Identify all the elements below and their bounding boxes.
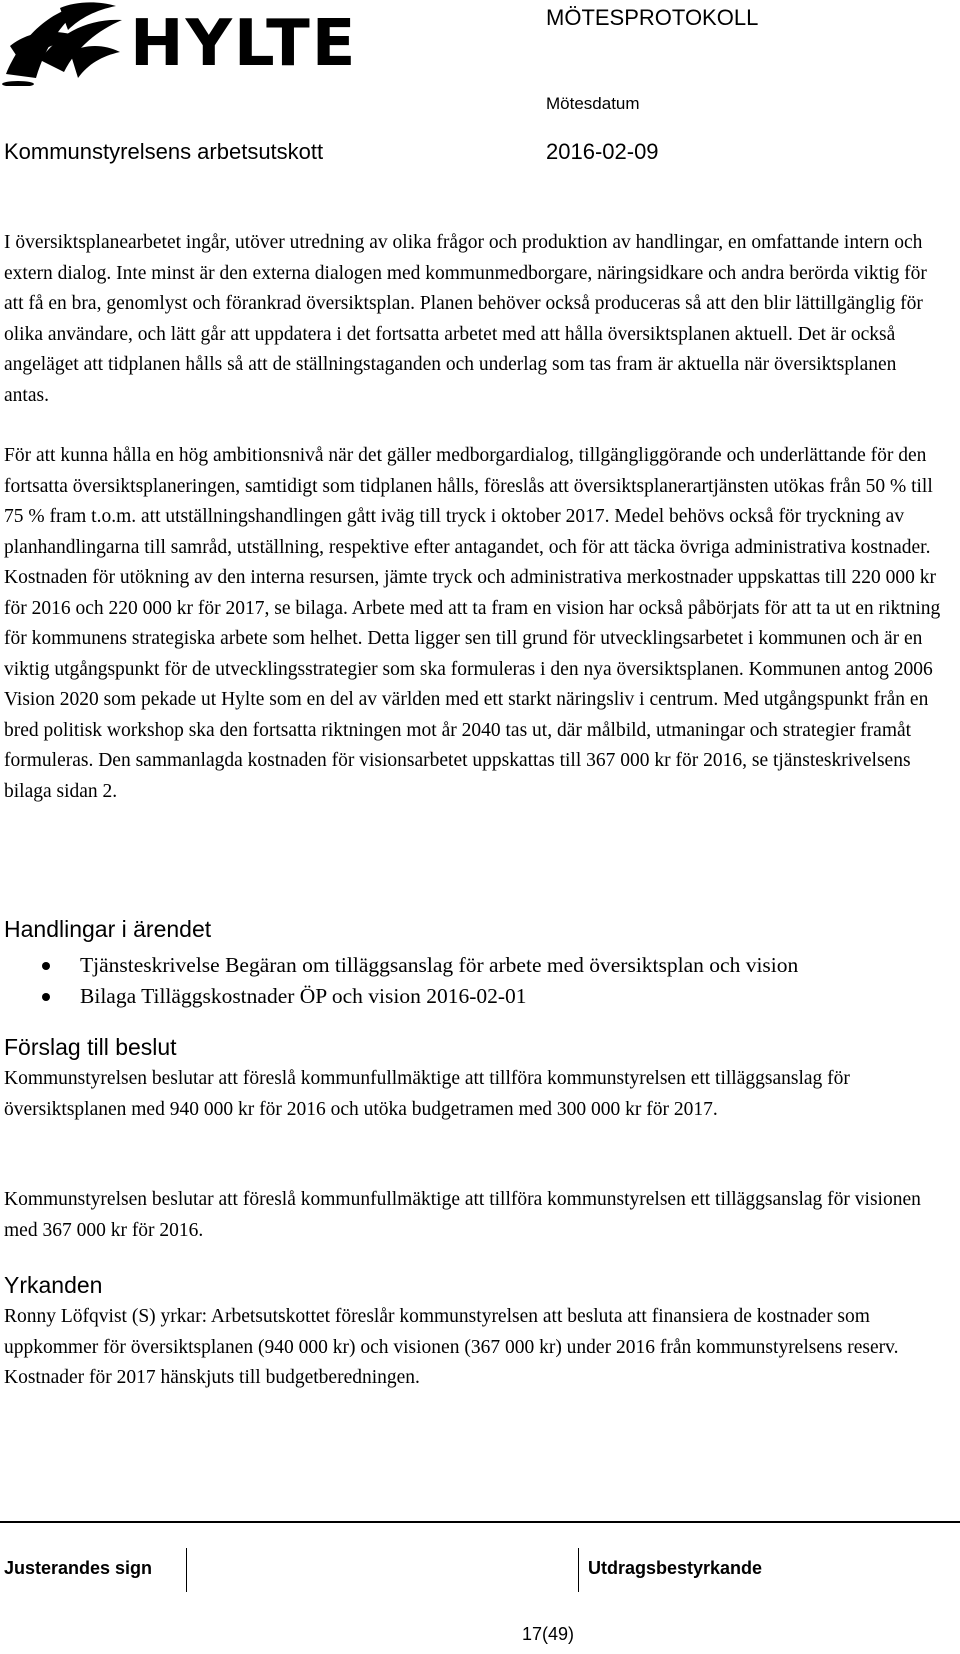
- section-heading-yrkanden: Yrkanden: [4, 1272, 103, 1298]
- body-paragraph: I översiktsplanearbetet ingår, utöver utredning av olika frågor och produktion av handlingar, en omfattande intern och extern dialog. Inte minst är den externa dialogen med kommunmedborgare, näringsidkare och andra berörda viktig för att få en bra, genomlyst och förankrad översiktsplan. Planen behöver också produceras så att den blir lättillgänglig för olika användare, och lätt går att uppdatera i det fortsatta arbetet med att hålla översiktsplanen aktuell. Det är också angeläget att tidplanen hålls så att de ställningstaganden och underlag som tas fram är aktuella när översiktsplanen antas.: [4, 232, 927, 406]
- body-paragraph: Ronny Löfqvist (S) yrkar: Arbetsutskottet föreslår kommunstyrelsen att besluta att finansiera de kostnader som uppkommer för översiktsplanen (940 000 kr) och visionen (367 000 kr) under 2016 från kommunstyrelsens reserv. Kostnader för 2017 hänskjuts till budgetberedningen.: [4, 1306, 899, 1388]
- list-item: [40, 950, 798, 981]
- logo-wordmark: HYLTE: [130, 7, 358, 81]
- body-paragraph: För att kunna hålla en hög ambitionsnivå när det gäller medborgardialog, tillgängliggörande och underlättande för den fortsatta översiktsplaneringen, samtidigt som tidplanen hålls, föreslås att översiktsplanerartjänsten utökas från 50 % till 75 % fram t.o.m. att utställningshandlingen gått iväg till tryck i oktober 2017. Medel behövs också för tryckning av planhandlingarna till samråd, utställning, respektive efter antagandet, och för att täcka övriga administrativa kostnader. Kostnaden för utökning av den interna resursen, jämte tryck och administrativa merkostnader uppskattas till 220 000 kr för 2016 och 220 000 kr för 2017, se bilaga. Arbete med att ta fram en vision har också påbörjats för att ta ut en riktning för kommunens strategiska arbete som helhet. Detta ligger sen till grund för utvecklingsarbetet i kommunen och är en viktig utgångspunkt för de utvecklingsstrategier som ska formuleras i den nya översiktsplanen. Kommunen antog 2006 Vision 2020 som pekade ut Hylte som en del av världen med ett starkt näringsliv i centrum. Med utgångspunkt från en bred politisk workshop ska den fortsatta riktningen mot år 2040 tas ut, där målbild, utmaningar och strategier framåt formuleras. Den sammanlagda kostnaden för visionsarbetet uppskattas till 367 000 kr för 2016, se tjänsteskrivelsens bilaga sidan 2.: [4, 445, 941, 802]
- hylte-emblem-icon: [0, 0, 128, 86]
- meeting-date: 2016-02-09: [546, 139, 659, 164]
- body-paragraph: Kommunstyrelsen beslutar att föreslå kommunfullmäktige att tillföra kommunstyrelsen ett tilläggsanslag för översiktsplanen med 940 000 kr för 2016 och utöka budgetramen med 300 000 kr för 2017.: [4, 1068, 850, 1120]
- certification-label: Utdragsbestyrkande: [588, 1558, 763, 1578]
- section-heading-handlingar: Handlingar i ärendet: [4, 916, 212, 942]
- list-item-text: Bilaga Tilläggskostnader ÖP och vision 2016-02-01: [80, 984, 527, 1008]
- list-item-text: Tjänsteskrivelse Begäran om tilläggsanslag för arbete med översiktsplan och vision: [80, 953, 799, 977]
- page-number: 17(49): [521, 1624, 575, 1644]
- footer-divider: [0, 1521, 960, 1523]
- certification-field-divider: [578, 1548, 579, 1592]
- hylte-logo: [0, 0, 358, 88]
- bullet-icon: [42, 993, 50, 1001]
- body-paragraph: Kommunstyrelsen beslutar att föreslå kommunfullmäktige att tillföra kommunstyrelsen ett tilläggsanslag för visionen med 367 000 kr för 2016.: [4, 1189, 921, 1241]
- section-heading-forslag: Förslag till beslut: [4, 1034, 177, 1060]
- document-type: MÖTESPROTOKOLL: [546, 5, 759, 30]
- meeting-date-label: Mötesdatum: [546, 94, 640, 113]
- signature-field-divider: [186, 1548, 187, 1592]
- signature-label: Justerandes sign: [4, 1558, 153, 1578]
- bullet-icon: [42, 962, 50, 970]
- committee-name: Kommunstyrelsens arbetsutskott: [4, 139, 324, 164]
- documents-list: [40, 950, 798, 1012]
- list-item: [40, 981, 798, 1012]
